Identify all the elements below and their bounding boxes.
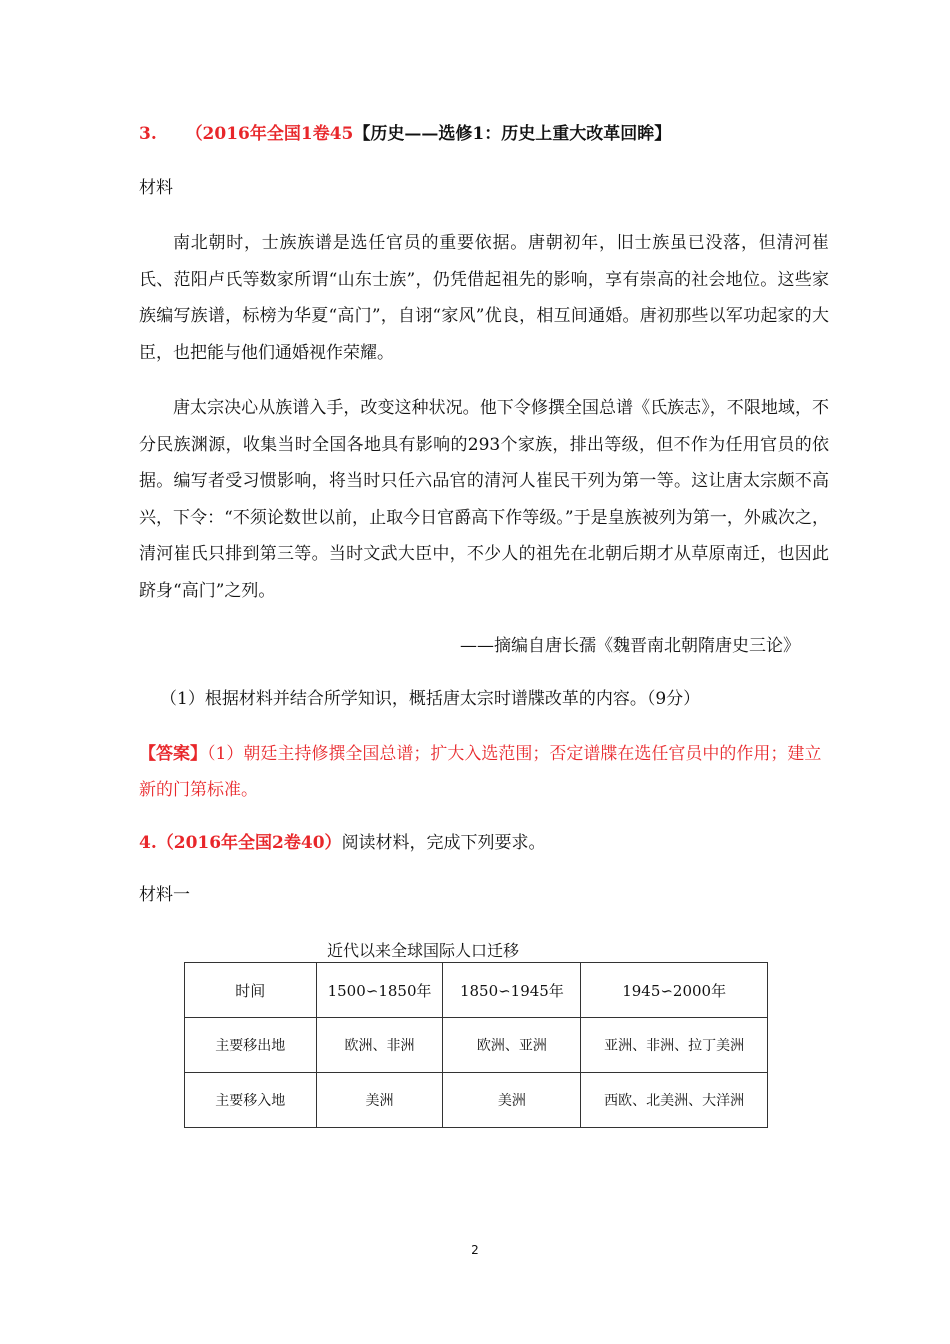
material-one-label: 材料一 [139, 885, 190, 905]
question-3-number: 3. [139, 124, 157, 144]
material-paragraph-2 [139, 390, 829, 609]
question-3-topic: 【历史——选修1：历史上重大改革回眸】 [353, 124, 672, 144]
table-row [185, 1073, 768, 1128]
question-3-source-tag: （2016年全国1卷45 [185, 124, 354, 144]
material-paragraph-1 [139, 225, 829, 371]
material-label: 材料 [139, 178, 173, 198]
table-cell: 欧洲、亚洲 [443, 1018, 581, 1073]
answer-label: 【答案】 [139, 744, 207, 764]
question-4-number-source: 4.（2016年全国2卷40） [139, 833, 342, 853]
table-cell: 亚洲、非洲、拉丁美洲 [581, 1018, 768, 1073]
question-4-heading [139, 833, 546, 853]
page-number: 2 [471, 1243, 479, 1257]
answer-text: （1）朝廷主持修撰全国总谱；扩大入选范围；否定谱牒在选任官员中的作用；建立新的门第标准。 [139, 744, 822, 800]
table-caption: 近代以来全球国际人口迁移 [327, 941, 520, 960]
table-cell: 主要移出地 [185, 1018, 317, 1073]
paragraph-text: 南北朝时，士族族谱是选任官员的重要依据。唐朝初年，旧士族虽已没落，但清河崔氏、范阳卢氏等数家所谓“山东士族”，仍凭借起祖先的影响，享有崇高的社会地位。这些家族编写族谱，标榜为华夏“高门”，自诩“家风”优良，相互间通婚。唐初那些以军功起家的大臣，也把能与他们通婚视作荣耀。 [139, 233, 829, 363]
table-cell: 西欧、北美洲、大洋洲 [581, 1073, 768, 1128]
table-header-row [185, 963, 768, 1018]
question-3-heading [139, 124, 671, 144]
table-header-cell: 1945∽2000年 [581, 963, 768, 1018]
table-cell: 欧洲、非洲 [316, 1018, 443, 1073]
table-cell: 美洲 [443, 1073, 581, 1128]
question-4-instruction: 阅读材料，完成下列要求。 [341, 833, 546, 853]
table-row [185, 1018, 768, 1073]
material-source: ——摘编自唐长孺《魏晋南北朝隋唐史三论》 [460, 636, 800, 656]
table-cell: 美洲 [316, 1073, 443, 1128]
answer-block [139, 736, 829, 808]
table-header-cell: 时间 [185, 963, 317, 1018]
question-3-subquestion: （1）根据材料并结合所学知识，概括唐太宗时谱牒改革的内容。（9分） [160, 689, 701, 709]
table-cell: 主要移入地 [185, 1073, 317, 1128]
table-header-cell: 1850∽1945年 [443, 963, 581, 1018]
paragraph-text: 唐太宗决心从族谱入手，改变这种状况。他下令修撰全国总谱《氏族志》，不限地域，不分民族渊源，收集当时全国各地具有影响的293个家族，排出等级，但不作为任用官员的依据。编写者受习惯影响，将当时只任六品官的清河人崔民干列为第一等。这让唐太宗颇不高兴，下令：“不须论数世以前，止取今日官爵高下作等级。”于是皇族被列为第一，外戚次之，清河崔氏只排到第三等。当时文武大臣中，不少人的祖先在北朝后期才从草原南迁，也因此跻身“高门”之列。 [139, 398, 829, 601]
migration-table [184, 962, 768, 1128]
table-header-cell: 1500∽1850年 [316, 963, 443, 1018]
